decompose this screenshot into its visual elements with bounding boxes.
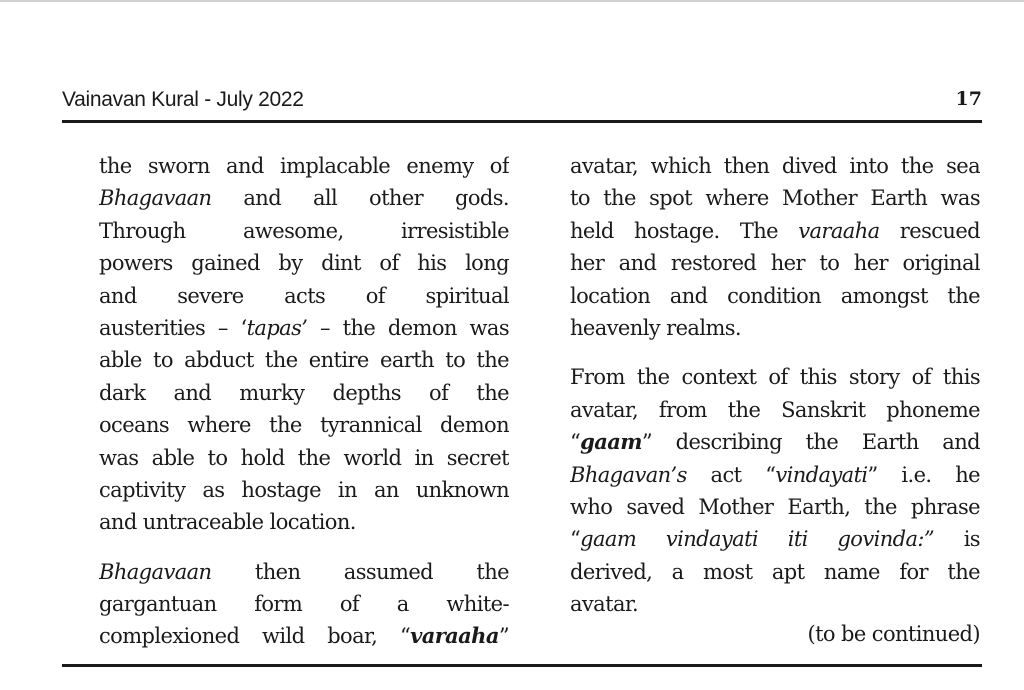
text-line bbox=[570, 556, 980, 588]
text-run: to the spot where Mother Earth was bbox=[570, 186, 980, 211]
paragraph bbox=[570, 361, 980, 620]
text-run: heavenly realms. bbox=[570, 315, 742, 340]
paragraph bbox=[99, 150, 509, 539]
italic-text: Bhagavaan bbox=[99, 186, 212, 211]
text-line bbox=[570, 280, 980, 312]
italic-text: varaaha bbox=[798, 218, 880, 243]
text-run: act “ bbox=[686, 462, 776, 487]
text-line bbox=[99, 312, 509, 344]
text-line bbox=[570, 215, 980, 247]
text-line bbox=[99, 556, 509, 588]
text-line bbox=[570, 150, 980, 182]
text-run: and severe acts of spiritual bbox=[99, 283, 509, 308]
text-line bbox=[570, 312, 980, 344]
text-run: derived, a most apt name for the bbox=[570, 559, 980, 584]
text-line bbox=[99, 280, 509, 312]
text-run: then assumed the bbox=[211, 559, 509, 584]
text-run: is bbox=[934, 527, 980, 552]
text-line bbox=[570, 491, 980, 523]
page-top-edge bbox=[0, 0, 1024, 2]
text-run: austerities – ‘ bbox=[99, 315, 247, 340]
text-run: From the context of this story of this bbox=[570, 365, 980, 390]
text-run: ” i.e. he bbox=[867, 462, 980, 487]
footer-rule bbox=[62, 664, 982, 667]
text-run: dark and murky depths of the bbox=[99, 380, 509, 405]
text-run: and untraceable location. bbox=[99, 510, 356, 535]
text-run: ” describing the Earth and bbox=[641, 430, 980, 455]
text-line bbox=[99, 247, 509, 279]
text-line bbox=[99, 344, 509, 376]
header-rule bbox=[62, 120, 982, 123]
text-run: and all other gods. bbox=[211, 186, 509, 211]
text-run: ” bbox=[498, 624, 509, 649]
paragraph bbox=[99, 556, 509, 653]
text-line bbox=[570, 459, 980, 491]
italic-text: Bhagavan’s bbox=[570, 462, 687, 487]
text-line bbox=[99, 620, 509, 652]
page-header bbox=[62, 88, 982, 122]
bold-italic-text: varaaha bbox=[410, 623, 499, 649]
text-line bbox=[570, 426, 980, 458]
left-column bbox=[99, 150, 509, 653]
text-run: location and condition amongst the bbox=[570, 283, 980, 308]
text-line bbox=[570, 394, 980, 426]
text-run: avatar. bbox=[570, 592, 639, 617]
paragraph-gap bbox=[99, 539, 509, 556]
text-run: “ bbox=[570, 430, 581, 455]
text-line bbox=[99, 409, 509, 441]
text-line bbox=[99, 182, 509, 214]
text-run: her and restored her to her original bbox=[570, 251, 980, 276]
text-run: – the demon was bbox=[307, 315, 509, 340]
text-line bbox=[570, 247, 980, 279]
text-line bbox=[99, 442, 509, 474]
text-run: gargantuan form of a white- bbox=[99, 592, 509, 617]
paragraph-gap bbox=[570, 344, 980, 361]
text-run: captivity as hostage in an unknown bbox=[99, 477, 509, 502]
text-run: held hostage. The bbox=[570, 218, 799, 243]
text-line bbox=[99, 474, 509, 506]
text-run: rescued bbox=[879, 218, 980, 243]
text-line bbox=[570, 523, 980, 555]
text-line bbox=[570, 588, 980, 620]
italic-text: vindayati bbox=[775, 462, 868, 487]
italic-text: gaam vindayati iti govinda:” bbox=[580, 527, 935, 552]
text-run: was able to hold the world in secret bbox=[99, 445, 509, 470]
text-run: oceans where the tyrannical demon bbox=[99, 413, 509, 438]
text-line bbox=[99, 506, 509, 538]
page-number: 17 bbox=[955, 88, 982, 110]
text-run: able to abduct the entire earth to the bbox=[99, 348, 509, 373]
text-run: the sworn and implacable enemy of bbox=[99, 154, 509, 178]
text-line bbox=[570, 182, 980, 214]
text-run: who saved Mother Earth, the phrase bbox=[570, 494, 980, 519]
bold-italic-text: gaam bbox=[580, 429, 642, 455]
text-run: avatar, which then dived into the sea bbox=[570, 154, 980, 178]
italic-text: tapas’ bbox=[246, 315, 308, 340]
text-run: “ bbox=[570, 527, 581, 552]
to-be-continued-note: (to be continued) bbox=[807, 622, 980, 646]
text-line bbox=[99, 377, 509, 409]
text-line bbox=[570, 361, 980, 393]
magazine-title: Vainavan Kural - July 2022 bbox=[62, 88, 304, 111]
text-run: Through awesome, irresistible bbox=[99, 218, 509, 243]
text-line bbox=[99, 150, 509, 182]
paragraph bbox=[570, 150, 980, 344]
italic-text: Bhagavaan bbox=[99, 559, 212, 584]
text-line bbox=[99, 215, 509, 247]
right-column bbox=[570, 150, 980, 620]
text-run: complexioned wild boar, “ bbox=[99, 624, 411, 649]
text-run: avatar, from the Sanskrit phoneme bbox=[570, 397, 980, 422]
text-run: powers gained by dint of his long bbox=[99, 251, 509, 276]
text-line bbox=[99, 588, 509, 620]
